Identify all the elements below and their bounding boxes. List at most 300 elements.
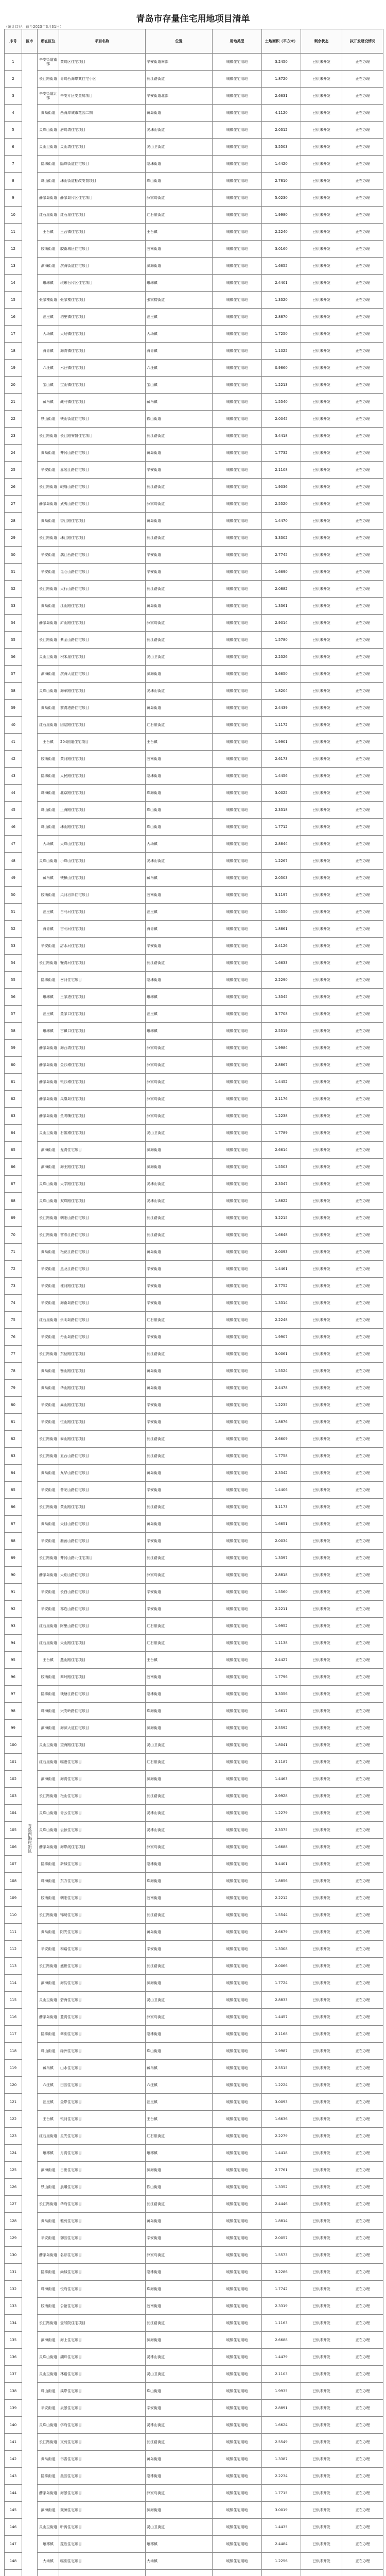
cell-area: 1.4461 (262, 1261, 301, 1278)
cell-type: 城镇住宅用地 (213, 1516, 262, 1533)
cell-loc: 藏马镇 (38, 394, 59, 411)
cell-type: 城镇住宅用地 (213, 683, 262, 700)
cell-no: 93 (5, 1618, 22, 1635)
cell-loc: 黄岛街道 (38, 700, 59, 717)
cell-no: 27 (5, 496, 22, 513)
cell-loc: 珠山街道 (146, 173, 213, 190)
cell-no: 13 (5, 258, 22, 275)
table-row (5, 2043, 383, 2060)
cell-area: 3.2286 (262, 2264, 301, 2281)
cell-loc: 琅琊镇 (38, 2145, 59, 2162)
cell-loc: 泊里镇 (146, 309, 213, 326)
cell-loc: 辛安街道 (146, 1482, 213, 1499)
cell-name: 甜水河住宅项目 (59, 938, 146, 955)
cell-type: 城镇住宅用地 (213, 1805, 262, 1822)
cell-loc: 琅琊镇 (38, 989, 59, 1006)
cell-status: 已供未开发 (301, 1584, 342, 1601)
cell-name: 嵩山路住宅项目 (59, 1397, 146, 1414)
cell-name: 武夷山路住宅项目 (59, 496, 146, 513)
cell-area: 2.4439 (262, 700, 301, 717)
cell-name: 云顶住宅项目 (59, 1822, 146, 1839)
table-header-row (5, 29, 383, 54)
cell-status: 已供未开发 (301, 2264, 342, 2281)
cell-loc: 大场镇 (38, 326, 59, 343)
table-row (5, 2145, 383, 2162)
cell-plan: 正在办理 (342, 1567, 383, 1584)
cell-loc: 辛安街道 (38, 1414, 59, 1431)
cell-name: 胶南城区住宅项目 (59, 241, 146, 258)
cell-loc: 辛安街道 (38, 1278, 59, 1295)
cell-area: 3.0025 (262, 785, 301, 802)
cell-type: 城镇住宅用地 (213, 2315, 262, 2332)
cell-area: 2.8844 (262, 836, 301, 853)
cell-type (213, 2570, 262, 2576)
cell-no: 4 (5, 105, 22, 122)
cell-plan: 正在办理 (342, 496, 383, 513)
cell-no: 144 (5, 2485, 22, 2502)
cell-type: 城镇住宅用地 (213, 343, 262, 360)
cell-type: 城镇住宅用地 (213, 1227, 262, 1244)
cell-name: 临湖住宅项目 (59, 2553, 146, 2570)
cell-loc: 长江路街道 (38, 71, 59, 88)
cell-area: 1.2279 (262, 1805, 301, 1822)
cell-loc: 长江路街道 (146, 71, 213, 88)
cell-plan: 正在办理 (342, 1278, 383, 1295)
cell-status: 已供未开发 (301, 1057, 342, 1074)
cell-status: 已供未开发 (301, 2366, 342, 2383)
cell-loc: 辛安街道北部 (146, 88, 213, 105)
cell-plan: 正在办理 (342, 564, 383, 581)
cell-area: 1.7789 (262, 1125, 301, 1142)
cell-loc: 长江路街道 (146, 1227, 213, 1244)
table-row (5, 1516, 383, 1533)
cell-name: 富春江路住宅项目 (59, 1227, 146, 1244)
cell-area: 2.4484 (262, 2536, 301, 2553)
cell-status: 已供未开发 (301, 1465, 342, 1482)
cell-loc: 珠海街道 (38, 1873, 59, 1890)
cell-loc: 滨海街道 (38, 666, 59, 683)
cell-plan: 正在办理 (342, 2213, 383, 2230)
cell-plan: 正在办理 (342, 547, 383, 564)
cell-plan: 正在办理 (342, 1431, 383, 1448)
cell-no: 49 (5, 870, 22, 887)
cell-plan: 正在办理 (342, 887, 383, 904)
cell-type: 城镇住宅用地 (213, 156, 262, 173)
table-row (5, 411, 383, 428)
cell-loc: 珠山街道 (38, 819, 59, 836)
cell-type: 城镇住宅用地 (213, 1873, 262, 1890)
cell-name: 海王路住宅项目 (59, 1159, 146, 1176)
cell-no: 94 (5, 1635, 22, 1652)
cell-loc: 胶南街道 (146, 887, 213, 904)
cell-no: 113 (5, 1958, 22, 1975)
cell-plan: 正在办理 (342, 2162, 383, 2179)
cell-no: 54 (5, 955, 22, 972)
cell-status: 已供未开发 (301, 326, 342, 343)
cell-type: 城镇住宅用地 (213, 2213, 262, 2230)
table-body (5, 54, 383, 2576)
cell-no: 148 (5, 2553, 22, 2570)
cell-type: 城镇住宅用地 (213, 1822, 262, 1839)
cell-no: 21 (5, 394, 22, 411)
table-row (5, 1720, 383, 1737)
cell-name: 宝山镇住宅项目 (59, 377, 146, 394)
cell-type: 城镇住宅用地 (213, 2553, 262, 2570)
cell-status: 已供未开发 (301, 1839, 342, 1856)
cell-type: 城镇住宅用地 (213, 904, 262, 921)
cell-type: 城镇住宅用地 (213, 1040, 262, 1057)
cell-status: 已供未开发 (301, 2230, 342, 2247)
cell-no: 72 (5, 1261, 22, 1278)
cell-plan: 正在办理 (342, 2332, 383, 2349)
table-row (5, 768, 383, 785)
cell-plan: 正在办理 (342, 2349, 383, 2366)
cell-name: 峨眉山路住宅项目 (59, 479, 146, 496)
cell-type: 城镇住宅用地 (213, 1176, 262, 1193)
cell-plan: 正在办理 (342, 615, 383, 632)
cell-area: 1.8720 (262, 71, 301, 88)
cell-type: 城镇住宅用地 (213, 1295, 262, 1312)
cell-area: 1.5544 (262, 1907, 301, 1924)
cell-no: 53 (5, 938, 22, 955)
cell-loc: 黄岛街道 (146, 1363, 213, 1380)
cell-loc: 珠山街道 (38, 2383, 59, 2400)
stat-date-note: （统计口径：截至2023年3月31日） (4, 25, 64, 29)
table-row (5, 1125, 383, 1142)
cell-loc: 泊里镇 (38, 309, 59, 326)
cell-no: 102 (5, 1771, 22, 1788)
cell-name: 藏马镇住宅项目 (59, 394, 146, 411)
cell-type: 城镇住宅用地 (213, 1771, 262, 1788)
cell-area: 1.5560 (262, 1584, 301, 1601)
cell-area: 2.0093 (262, 1244, 301, 1261)
cell-loc: 灵山卫街道 (38, 139, 59, 156)
cell-status: 已供未开发 (301, 2298, 342, 2315)
table-row (5, 1244, 383, 1261)
cell-area: 1.9036 (262, 479, 301, 496)
cell-status: 已供未开发 (301, 1788, 342, 1805)
cell-type: 城镇住宅用地 (213, 2400, 262, 2417)
cell-plan: 正在办理 (342, 1907, 383, 1924)
table-row (5, 955, 383, 972)
cell-status: 已供未开发 (301, 1312, 342, 1329)
cell-no: 44 (5, 785, 22, 802)
cell-status: 已供未开发 (301, 445, 342, 462)
cell-name: 崇明岛路住宅项目 (59, 1312, 146, 1329)
cell-loc: 珠山街道 (38, 173, 59, 190)
cell-area: 2.0066 (262, 1958, 301, 1975)
table-row (5, 2247, 383, 2264)
table-row (5, 1040, 383, 1057)
cell-loc: 王台镇 (38, 2111, 59, 2128)
table-row (5, 1380, 383, 1397)
cell-type: 城镇住宅用地 (213, 1482, 262, 1499)
cell-plan: 正在办理 (342, 2536, 383, 2553)
cell-no: 82 (5, 1431, 22, 1448)
table-row (5, 2281, 383, 2298)
cell-no: 104 (5, 1805, 22, 1822)
cell-no: 32 (5, 581, 22, 598)
table-row (5, 547, 383, 564)
cell-name: 青云住宅项目 (59, 1805, 146, 1822)
cell-status: 已供未开发 (301, 921, 342, 938)
cell-status: 已供未开发 (301, 2281, 342, 2298)
cell-status: 已供未开发 (301, 258, 342, 275)
cell-no: 129 (5, 2230, 22, 2247)
cell-plan: 正在办理 (342, 2230, 383, 2247)
cell-loc: 宝山镇 (146, 377, 213, 394)
cell-status: 已供未开发 (301, 938, 342, 955)
cell-area: 2.6173 (262, 751, 301, 768)
cell-name: 海滨大道住宅项目 (59, 1720, 146, 1737)
cell-area: 1.8861 (262, 921, 301, 938)
table-row (5, 1108, 383, 1125)
cell-loc: 滨海街道 (146, 666, 213, 683)
cell-loc: 大场镇 (38, 2553, 59, 2570)
cell-area: 2.2234 (262, 2468, 301, 2485)
cell-name: 望海路住宅项目 (59, 1737, 146, 1754)
cell-area: 1.4420 (262, 156, 301, 173)
cell-loc: 薛家岛街道 (146, 1108, 213, 1125)
cell-plan: 正在办理 (342, 2196, 383, 2213)
table-row (5, 2009, 383, 2026)
table-row (5, 1924, 383, 1941)
cell-loc: 辛安街道 (146, 1278, 213, 1295)
cell-loc: 珠海街道 (38, 2281, 59, 2298)
table-row (5, 1856, 383, 1873)
cell-loc: 隐珠街道 (38, 2264, 59, 2281)
cell-type: 城镇住宅用地 (213, 1924, 262, 1941)
cell-name: 六汪镇住宅项目 (59, 360, 146, 377)
cell-name: 朝阳山路住宅项目 (59, 1210, 146, 1227)
cell-type: 城镇住宅用地 (213, 2417, 262, 2434)
cell-plan: 正在办理 (342, 1788, 383, 1805)
cell-loc: 珠山街道 (146, 2383, 213, 2400)
cell-area: 2.7761 (262, 2162, 301, 2179)
cell-name: 大珠山住宅项目 (59, 836, 146, 853)
cell-type: 城镇住宅用地 (213, 2230, 262, 2247)
cell-no: 43 (5, 768, 22, 785)
table-row (5, 530, 383, 547)
cell-plan: 正在办理 (342, 88, 383, 105)
cell-status: 已供未开发 (301, 717, 342, 734)
table-row (5, 462, 383, 479)
table-row (5, 1907, 383, 1924)
cell-type: 城镇住宅用地 (213, 2383, 262, 2400)
table-row (5, 887, 383, 904)
cell-status: 已供未开发 (301, 1516, 342, 1533)
cell-name: 兴安岭路住宅项目 (59, 1703, 146, 1720)
cell-name: 月湾住宅项目 (59, 2145, 146, 2162)
cell-loc: 泊里镇 (146, 904, 213, 921)
cell-name: 昆仑山路住宅项目 (59, 564, 146, 581)
table-row (5, 258, 383, 275)
cell-status: 已供未开发 (301, 1227, 342, 1244)
table-row (5, 1278, 383, 1295)
cell-status: 已供未开发 (301, 1091, 342, 1108)
cell-status: 已供未开发 (301, 564, 342, 581)
cell-loc: 长江路街道 (146, 2315, 213, 2332)
cell-loc: 珠海街道 (146, 1873, 213, 1890)
table-row (5, 343, 383, 360)
cell-loc: 滨海街道 (38, 1771, 59, 1788)
cell-no: 31 (5, 564, 22, 581)
cell-area: 3.5503 (262, 139, 301, 156)
cell-plan: 正在办理 (342, 2502, 383, 2519)
cell-status: 已供未开发 (301, 1737, 342, 1754)
cell-type: 城镇住宅用地 (213, 1652, 262, 1669)
cell-loc: 黄岛街道 (146, 598, 213, 615)
cell-loc: 滨海街道 (146, 2162, 213, 2179)
cell-plan: 正在办理 (342, 105, 383, 122)
cell-status: 已供未开发 (301, 1380, 342, 1397)
cell-area: 3.2215 (262, 1210, 301, 1227)
cell-plan: 正在办理 (342, 1652, 383, 1669)
cell-status: 已供未开发 (301, 2468, 342, 2485)
cell-loc: 长江路街道 (38, 1210, 59, 1227)
cell-loc: 灵山卫街道 (146, 1992, 213, 2009)
cell-loc: 六汪镇 (146, 2077, 213, 2094)
cell-area: 3.3356 (262, 1686, 301, 1703)
table-row (5, 428, 383, 445)
cell-area: 1.5540 (262, 394, 301, 411)
cell-type: 城镇住宅用地 (213, 2145, 262, 2162)
cell-loc: 长江路街道 (38, 2196, 59, 2213)
table-row (5, 683, 383, 700)
cell-loc: 薛家岛街道 (146, 615, 213, 632)
cell-name: 华山路住宅项目 (59, 1380, 146, 1397)
cell-loc: 红石崖街道 (146, 2128, 213, 2145)
cell-loc: 灵珠山街道 (38, 2417, 59, 2434)
cell-name: 东岳路住宅项目 (59, 1346, 146, 1363)
cell-loc: 薛家岛街道 (38, 2009, 59, 2026)
cell-area: 1.9984 (262, 1040, 301, 1057)
cell-loc: 琅琊镇 (146, 1023, 213, 1040)
cell-name: 琅琊台片区住宅项目 (59, 275, 146, 292)
cell-no: 117 (5, 2026, 22, 2043)
cell-status: 已供未开发 (301, 1635, 342, 1652)
cell-loc: 长江路街道 (38, 2315, 59, 2332)
cell-loc: 薛家岛街道 (38, 1839, 59, 1856)
cell-no: 143 (5, 2468, 22, 2485)
cell-plan: 正在办理 (342, 530, 383, 547)
cell-plan: 正在办理 (342, 1261, 383, 1278)
cell-type: 城镇住宅用地 (213, 1788, 262, 1805)
cell-plan: 正在办理 (342, 1346, 383, 1363)
cell-area: 2.2290 (262, 972, 301, 989)
cell-loc: 长江路街道 (146, 1907, 213, 1924)
cell-type: 城镇住宅用地 (213, 2162, 262, 2179)
table-row (5, 2417, 383, 2434)
cell-status: 已供未开发 (301, 2383, 342, 2400)
cell-area: 3.2450 (262, 54, 301, 71)
cell-loc: 泊里镇 (38, 904, 59, 921)
table-row (5, 1414, 383, 1431)
cell-loc: 琅琊镇 (38, 275, 59, 292)
cell-type: 城镇住宅用地 (213, 938, 262, 955)
cell-no: 47 (5, 836, 22, 853)
cell-type: 城镇住宅用地 (213, 1958, 262, 1975)
cell-no: 40 (5, 717, 22, 734)
cell-no: 76 (5, 1329, 22, 1346)
cell-name: 听涛住宅项目 (59, 2519, 146, 2536)
cell-area: 1.8822 (262, 1193, 301, 1210)
cell-no: 126 (5, 2179, 22, 2196)
cell-type: 城镇住宅用地 (213, 989, 262, 1006)
cell-type: 城镇住宅用地 (213, 2196, 262, 2213)
cell-area: 2.1168 (262, 2026, 301, 2043)
cell-status: 已供未开发 (301, 1754, 342, 1771)
cell-area: 2.0312 (262, 122, 301, 139)
cell-status: 已供未开发 (301, 292, 342, 309)
cell-name: 黄山路住宅项目 (59, 1499, 146, 1516)
cell-type: 城镇住宅用地 (213, 1329, 262, 1346)
table-row (5, 479, 383, 496)
cell-status: 已供未开发 (301, 428, 342, 445)
cell-area: 1.5503 (262, 1159, 301, 1176)
cell-status: 已供未开发 (301, 71, 342, 88)
cell-no: 109 (5, 1890, 22, 1907)
cell-type: 城镇住宅用地 (213, 411, 262, 428)
cell-type: 城镇住宅用地 (213, 1193, 262, 1210)
cell-status: 已供未开发 (301, 1992, 342, 2009)
cell-name: 鱼鸣嘴住宅项目 (59, 1108, 146, 1125)
cell-area: 1.4456 (262, 768, 301, 785)
column-header: 位置 (146, 29, 213, 54)
cell-loc: 长江路街道 (146, 2434, 213, 2451)
cell-loc: 辛安街道 (146, 2230, 213, 2247)
cell-type: 城镇住宅用地 (213, 54, 262, 71)
cell-type: 城镇住宅用地 (213, 1074, 262, 1091)
cell-loc: 隐珠街道 (146, 1856, 213, 1873)
cell-name: 珠江路住宅项目 (59, 530, 146, 547)
cell-type: 城镇住宅用地 (213, 2043, 262, 2060)
cell-plan: 正在办理 (342, 1516, 383, 1533)
cell-name: 西海岸城市花园二期 (59, 105, 146, 122)
table-row (5, 717, 383, 734)
cell-status: 已供未开发 (301, 496, 342, 513)
cell-area: 2.6688 (262, 2332, 301, 2349)
cell-area: 1.9980 (262, 207, 301, 224)
cell-loc: 辛安街道 (38, 1941, 59, 1958)
cell-status: 已供未开发 (301, 1533, 342, 1550)
cell-area: 1.8814 (262, 2213, 301, 2230)
cell-loc: 红石崖街道 (146, 207, 213, 224)
cell-status: 已供未开发 (301, 88, 342, 105)
table-row (5, 190, 383, 207)
cell-loc: 铁山街道 (38, 2179, 59, 2196)
table-row (5, 1788, 383, 1805)
cell-no: 16 (5, 309, 22, 326)
cell-plan: 正在办理 (342, 1873, 383, 1890)
cell-status: 已供未开发 (301, 1805, 342, 1822)
table-row (5, 2553, 383, 2570)
cell-loc: 王台镇 (38, 1652, 59, 1669)
table-row (5, 1210, 383, 1227)
cell-name: 观澜住宅项目 (59, 2502, 146, 2519)
cell-loc: 辛安街道 (146, 1295, 213, 1312)
cell-type: 城镇住宅用地 (213, 1584, 262, 1601)
cell-area: 1.4435 (262, 2519, 301, 2536)
table-row (5, 1261, 383, 1278)
cell-plan: 正在办理 (342, 2009, 383, 2026)
cell-name: 香江路住宅项目 (59, 513, 146, 530)
cell-name: 衡山路住宅项目 (59, 1363, 146, 1380)
cell-loc: 薛家岛街道 (146, 1074, 213, 1091)
cell-name: 朝阳住宅项目 (59, 1890, 146, 1907)
cell-no: 12 (5, 241, 22, 258)
cell-name: 尚城住宅项目 (59, 2264, 146, 2281)
